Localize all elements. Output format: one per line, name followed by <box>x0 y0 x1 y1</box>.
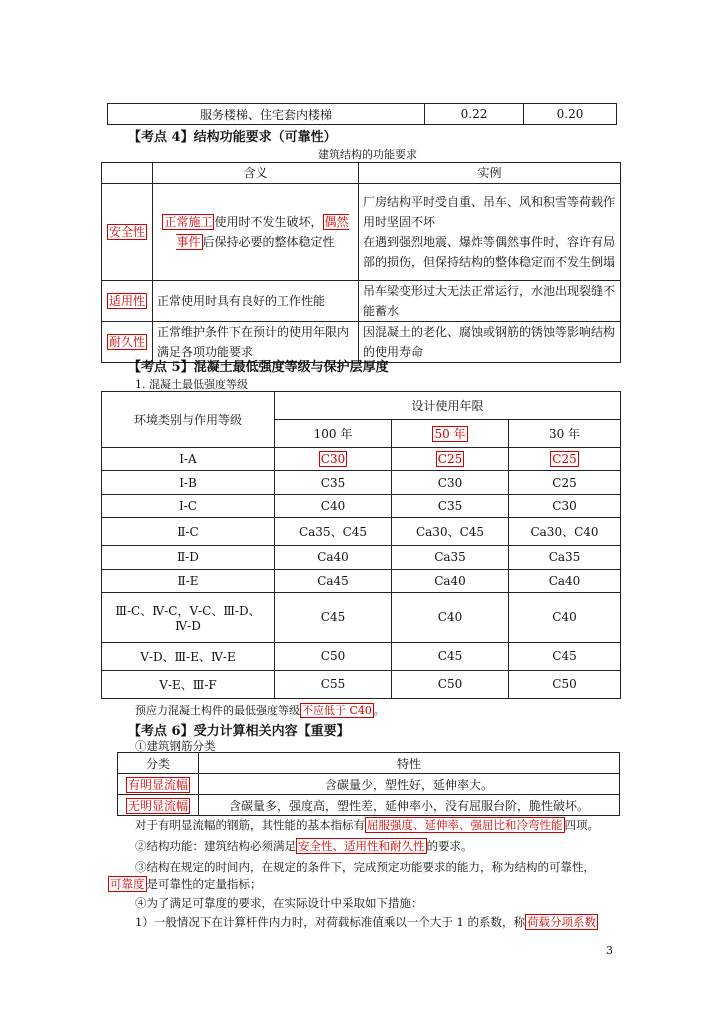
table-row <box>102 448 621 471</box>
table-row <box>102 642 621 670</box>
durability-example: 因混凝土的老化、腐蚀或钢筋的锈蚀等影响结构的使用寿命 <box>359 322 621 363</box>
table-row <box>102 593 621 643</box>
section-6-subheading: ①建筑钢筋分类 <box>135 739 216 753</box>
grade-cell: Ca35 <box>392 546 509 569</box>
env-cell: Ⅱ-D <box>102 546 275 569</box>
paragraph: ②结构功能：建筑结构必须满足 安全性、适用性和耐久性 的要求。 <box>135 839 473 853</box>
paragraph: 对于有明显流幅的钢筋，其性能的基本指标有 屈服强度、延伸率、强屈比和冷弯性能 四项。 <box>135 818 599 832</box>
table-row <box>118 774 620 795</box>
safety-label: 安全性 <box>108 225 145 239</box>
rebar-property: 含碳量少，塑性好，延伸率大。 <box>199 774 620 795</box>
serviceability-meaning: 正常使用时具有良好的工作性能 <box>153 281 359 322</box>
value-cell: 0.20 <box>524 104 617 125</box>
grade-cell: Ca30、C45 <box>392 518 509 546</box>
table-header-row <box>102 163 621 184</box>
grade-cell: C35 <box>275 471 392 494</box>
concrete-strength-table <box>101 391 621 699</box>
grade-cell: Ca30、C40 <box>509 518 621 546</box>
column-header: 特性 <box>199 753 620 774</box>
grade-cell: C25 <box>437 452 463 467</box>
grade-cell: C40 <box>275 494 392 517</box>
grade-cell: Ca45 <box>275 569 392 592</box>
grade-cell: C25 <box>509 471 621 494</box>
table-row <box>102 518 621 546</box>
serviceability-label: 适用性 <box>108 294 145 308</box>
safety-example: 厂房结构平时受自重、吊车、风和积雪等荷载作用时坚固不坏 在遇到强烈地震、爆炸等偶然事件时，容许有局部的损伤，但保持结构的整体稳定而不发生倒塌 <box>359 184 621 281</box>
grade-cell: C45 <box>509 642 621 670</box>
table-row <box>118 795 620 816</box>
year-header: 100 年 <box>275 420 392 448</box>
serviceability-example: 吊车梁变形过大无法正常运行，水池出现裂缝不能蓄水 <box>359 281 621 322</box>
grade-cell: Ca40 <box>392 569 509 592</box>
paragraph: 可靠度 是可靠性的定量指标； <box>110 877 262 891</box>
year-header: 30 年 <box>509 420 621 448</box>
section-6-heading: 【考点 6】受力计算相关内容【重要】 <box>128 724 350 739</box>
table-row <box>102 569 621 592</box>
grade-cell: C50 <box>392 670 509 698</box>
grade-cell: C30 <box>392 471 509 494</box>
section-5-heading: 【考点 5】混凝土最低强度等级与保护层厚度 <box>128 360 389 375</box>
table-header-row <box>118 753 620 774</box>
column-header: 实例 <box>359 163 621 184</box>
grade-cell: C30 <box>320 452 346 467</box>
grade-cell: Ca35、C45 <box>275 518 392 546</box>
table-row <box>102 281 621 322</box>
env-cell: Ⅰ-A <box>102 448 275 471</box>
rebar-classification-table <box>117 752 620 816</box>
grade-cell: Ca40 <box>509 569 621 592</box>
env-cell: Ⅱ-E <box>102 569 275 592</box>
page-number: 3 <box>606 944 613 957</box>
year-header: 50 年 <box>434 427 466 442</box>
env-cell: Ⅲ-C、Ⅳ-C，Ⅴ-C、Ⅲ-D、Ⅳ-D <box>102 593 275 643</box>
grade-cell: Ca35 <box>509 546 621 569</box>
table-header-row <box>102 392 621 420</box>
stair-label-cell: 服务楼梯、住宅套内楼梯 <box>108 104 425 125</box>
grade-cell: C35 <box>392 494 509 517</box>
rebar-type: 有明显流幅 <box>127 777 188 792</box>
paragraph: ④为了满足可靠度的要求，在实际设计中采取如下措施： <box>135 896 423 910</box>
table-row <box>102 494 621 517</box>
column-header: 环境类别与作用等级 <box>102 392 275 448</box>
grade-cell: C55 <box>275 670 392 698</box>
section-4-heading: 【考点 4】结构功能要求（可靠性） <box>128 130 337 145</box>
section-5-subheading: 1. 混凝土最低强度等级 <box>135 378 248 391</box>
env-cell: Ⅰ-B <box>102 471 275 494</box>
table-row <box>102 670 621 698</box>
function-table-caption: 建筑结构的功能要求 <box>318 148 417 161</box>
safety-meaning: 正常施工 使用时不发生破坏， 偶然事件 后保持必要的整体稳定性 <box>153 184 359 281</box>
column-header: 设计使用年限 <box>275 392 621 420</box>
grade-cell: Ca40 <box>275 546 392 569</box>
rebar-property: 含碳量多，强度高，塑性差，延伸率小，没有屈服台阶，脆性破坏。 <box>199 795 620 816</box>
table-row <box>102 546 621 569</box>
grade-cell: C45 <box>392 642 509 670</box>
grade-cell: C25 <box>552 452 577 467</box>
paragraph: ③结构在规定的时间内，在规定的条件下，完成预定功能要求的能力，称为结构的可靠性， <box>135 860 595 874</box>
value-cell: 0.22 <box>425 104 524 125</box>
grade-cell: C40 <box>509 593 621 643</box>
column-header: 分类 <box>118 753 199 774</box>
paragraph: 1）一般情况下在计算杆件内力时，对荷载标准值乘以一个大于 1 的系数，称 荷载分项系数 <box>135 915 596 929</box>
grade-cell: C45 <box>275 593 392 643</box>
rebar-type: 无明显流幅 <box>127 798 188 813</box>
durability-meaning: 正常维护条件下在预计的使用年限内满足各项功能要求 <box>153 322 359 363</box>
table-row <box>102 471 621 494</box>
prestressed-note: 预应力混凝土构件的最低强度等级 不应低于 C40 。 <box>135 704 385 717</box>
table-row <box>102 184 621 281</box>
env-cell: Ⅱ-C <box>102 518 275 546</box>
env-cell: Ⅴ-D、Ⅲ-E、Ⅳ-E <box>102 642 275 670</box>
grade-cell: C40 <box>392 593 509 643</box>
grade-cell: C50 <box>509 670 621 698</box>
grade-cell: C30 <box>509 494 621 517</box>
grade-cell: C50 <box>275 642 392 670</box>
column-header: 含义 <box>153 163 359 184</box>
env-cell: Ⅰ-C <box>102 494 275 517</box>
env-cell: Ⅴ-E、Ⅲ-F <box>102 670 275 698</box>
function-requirements-table <box>101 162 621 363</box>
durability-label: 耐久性 <box>108 335 145 349</box>
table-row <box>108 104 617 125</box>
stair-table-fragment <box>107 103 617 125</box>
